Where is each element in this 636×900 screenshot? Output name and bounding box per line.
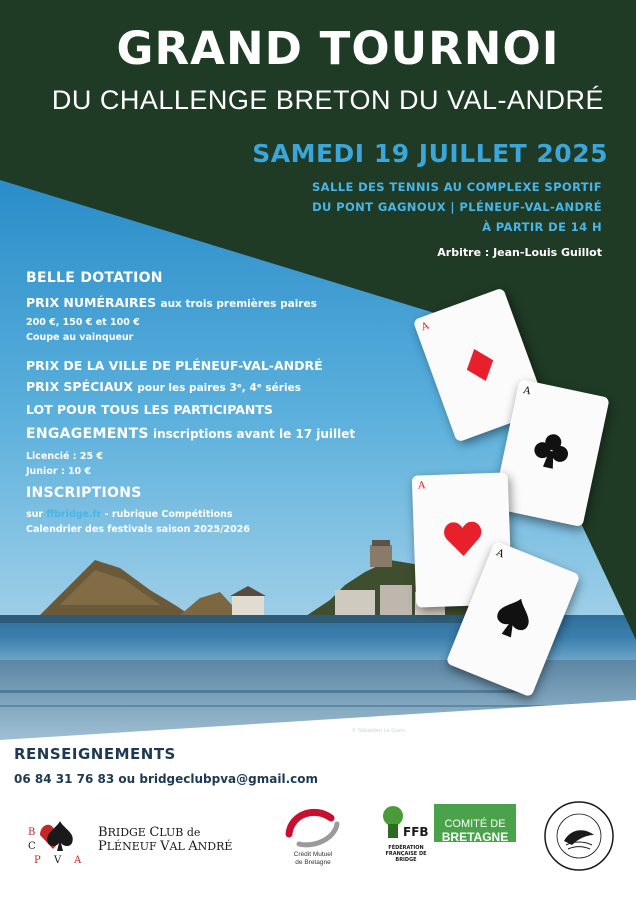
price-junior: Junior : 10 € (26, 466, 92, 477)
initial: C (149, 825, 160, 840)
price-licencie: Licencié : 25 € (26, 451, 104, 462)
comite-line2: BRETAGNE (441, 830, 509, 844)
pleneuf-seal-logo (542, 799, 616, 873)
heart-icon (443, 521, 482, 556)
ffb-full-name: FÉDÉRATION FRANÇAISE DE BRIDGE (385, 845, 427, 863)
word: LUB de (159, 826, 201, 839)
comite-bretagne-name (436, 818, 514, 844)
cm-line: de Bretagne (295, 859, 331, 866)
prix-numeraires-label: PRIX NUMÉRAIRES (26, 295, 157, 310)
bridge-club-logo (20, 815, 96, 867)
inscriptions-prefix: sur (26, 509, 44, 520)
prix-ville: PRIX DE LA VILLE DE PLÉNEUF-VAL-ANDRÉ (26, 358, 323, 373)
prix-numeraires-detail: aux trois premières paires (160, 298, 317, 310)
calendar-line: Calendrier des festivals saison 2025/2026 (26, 524, 251, 535)
page-title: GRAND TOURNOI (116, 22, 560, 75)
engagements-detail: inscriptions avant le 17 juillet (153, 427, 356, 441)
inscriptions-title: INSCRIPTIONS (26, 485, 142, 501)
engagements (26, 424, 386, 445)
word: AL (169, 840, 189, 853)
info-column (26, 270, 386, 537)
event-date: SAMEDI 19 JUILLET 2025 (252, 139, 608, 168)
card-rank: A (494, 547, 506, 561)
word: LÉNEUF (106, 840, 161, 853)
credit-mutuel-logo (285, 804, 341, 850)
bridge-club-name-line1 (98, 826, 232, 840)
svg-text:V: V (54, 855, 62, 866)
credit-mutuel-name (277, 851, 349, 867)
svg-text:C: C (28, 841, 36, 852)
word: RIDGE (107, 826, 150, 839)
initial: P (98, 839, 107, 854)
page-subtitle: DU CHALLENGE BRETON DU VAL-ANDRÉ (51, 85, 604, 115)
prix-numeraires (26, 292, 386, 315)
engagements-title: ENGAGEMENTS (26, 426, 149, 442)
comite-line1: COMITÉ DE (444, 818, 506, 830)
referee: Arbitre : Jean-Louis Guillot (437, 246, 602, 259)
svg-text:B: B (28, 827, 36, 838)
venue (312, 177, 602, 237)
prix-speciaux-label: PRIX SPÉCIAUX (26, 379, 134, 394)
card-rank: A (420, 320, 431, 334)
initial: B (98, 825, 108, 840)
dotation-title: BELLE DOTATION (26, 270, 163, 286)
venue-line: SALLE DES TENNIS AU COMPLEXE SPORTIF (312, 180, 602, 194)
ffbridge-link[interactable]: ffbridge.fr (46, 509, 102, 520)
cm-line: Crédit Mutuel (293, 851, 333, 858)
lot-participants: LOT POUR TOUS LES PARTICIPANTS (26, 402, 273, 417)
diamond-icon (461, 344, 499, 386)
contact-title: RENSEIGNEMENTS (14, 745, 176, 763)
card-rank: A (522, 385, 532, 398)
svg-text:P: P (34, 855, 41, 866)
photo-credit: © Sébastien Le Guen (352, 728, 405, 734)
bridge-club-name (98, 826, 232, 854)
card-rank: A (417, 480, 426, 492)
ffb-logo (379, 804, 433, 844)
initial: V (160, 839, 170, 854)
prix-amounts: 200 €, 150 € et 100 € (26, 317, 140, 328)
bridge-club-name-line2 (98, 840, 232, 854)
prix-speciaux (26, 376, 386, 399)
ffb-abbr: FFB (403, 825, 429, 839)
start-time: À PARTIR DE 14 H (482, 220, 602, 234)
svg-text:A: A (74, 855, 82, 866)
contact-info[interactable]: 06 84 31 76 83 ou bridgeclubpva@gmail.com (14, 772, 318, 786)
venue-line: DU PONT GAGNOUX | PLÉNEUF-VAL-ANDRÉ (312, 200, 602, 214)
club-icon (530, 430, 573, 473)
prix-coupe: Coupe au vainqueur (26, 332, 134, 343)
prix-speciaux-detail: pour les paires 3ᵉ, 4ᵉ séries (137, 382, 301, 394)
inscriptions-suffix: - rubrique Compétitions (104, 509, 233, 520)
inscriptions-line (26, 507, 386, 522)
initial: A (188, 839, 198, 854)
word: NDRÉ (197, 840, 233, 853)
spade-icon (490, 592, 538, 643)
